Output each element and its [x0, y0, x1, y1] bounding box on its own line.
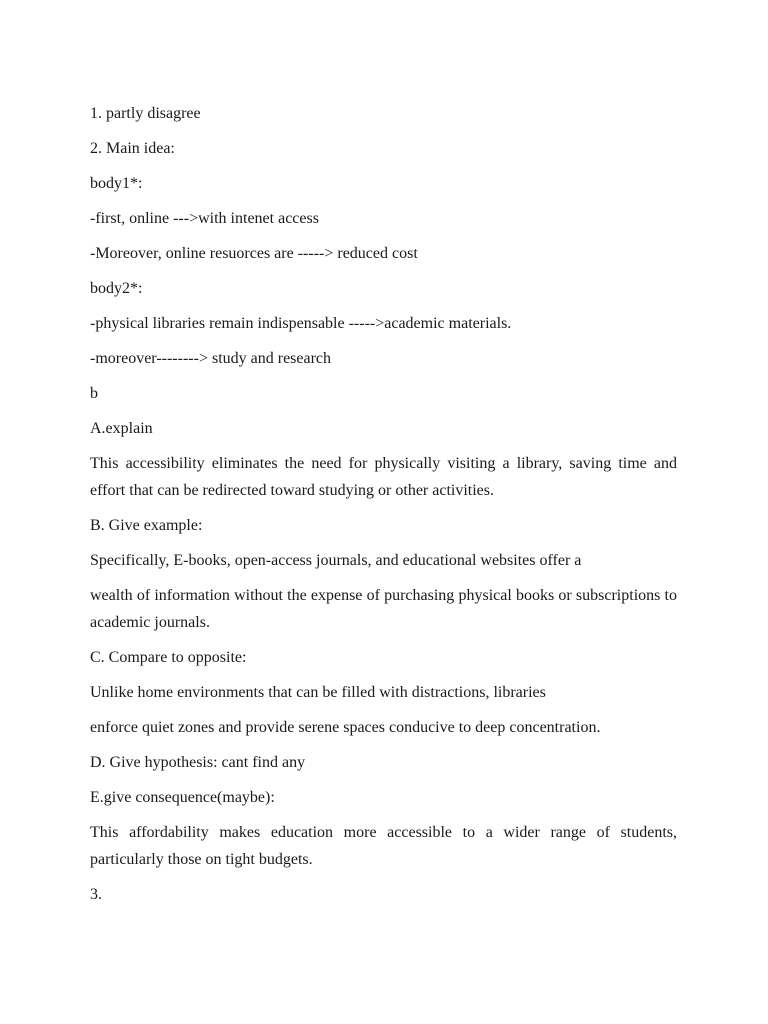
body1-heading: body1*: [90, 175, 143, 192]
answer-1: 1. partly disagree [90, 105, 201, 122]
body2-point-2: -moreover--------> study and research [90, 350, 332, 367]
section-e-heading: E.give consequence(maybe): [90, 789, 275, 806]
section-e-paragraph: This affordability makes education more accessible to a wider range of students, particularly those on tight budgets. [90, 824, 677, 868]
section-b-heading: B. Give example: [90, 517, 203, 534]
body2-heading: body2*: [90, 280, 143, 297]
section-c-line-2: enforce quiet zones and provide serene spaces conducive to deep concentration. [90, 719, 601, 736]
section-a-heading: A.explain [90, 420, 153, 437]
body1-point-2: -Moreover, online resuorces are -----> reduced cost [90, 245, 418, 262]
body2-point-1: -physical libraries remain indispensable ----->academic materials. [90, 315, 512, 332]
section-d-heading: D. Give hypothesis: cant find any [90, 754, 306, 771]
answer-3: 3. [90, 886, 102, 903]
section-c-line-1: Unlike home environments that can be filled with distractions, libraries [90, 684, 546, 701]
main-idea-heading: 2. Main idea: [90, 140, 175, 157]
section-c-heading: C. Compare to opposite: [90, 649, 247, 666]
section-b-label: b [90, 385, 98, 402]
section-b-paragraph: wealth of information without the expense of purchasing physical books or subscriptions to academic journals. [90, 587, 677, 631]
section-b-line-1: Specifically, E-books, open-access journals, and educational websites offer a [90, 552, 582, 569]
section-a-paragraph: This accessibility eliminates the need for physically visiting a library, saving time and effort that can be redirected toward studying or other activities. [90, 455, 677, 499]
body1-point-1: -first, online --->with intenet access [90, 210, 319, 227]
